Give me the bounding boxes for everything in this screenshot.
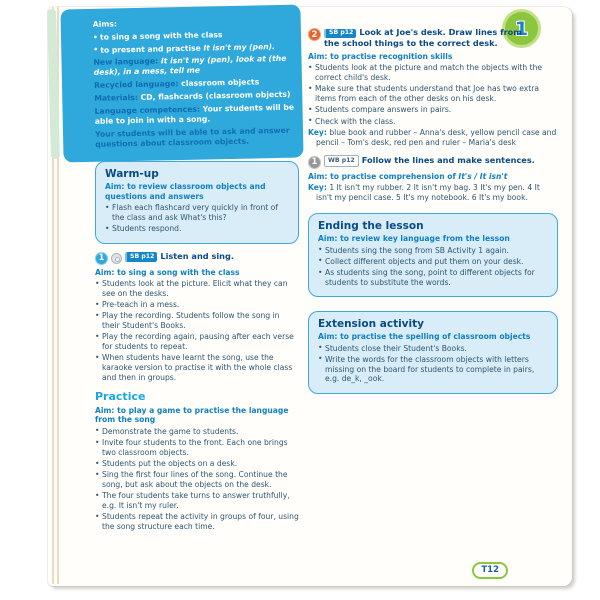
extension-aim: Aim: to practise the spelling of classroom objects (318, 331, 531, 341)
warm-up-title: Warm-up (105, 168, 159, 180)
bullet-item: • Make sure that students understand that Joe has two extra items from each of the other desks on his desk. (308, 84, 558, 103)
activity-1-wb-aim: Aim: to practise comprehension of It's / It isn't (308, 171, 508, 181)
bullet-item: • Sing the first four lines of the song. Continue the song, but ask about the objects on the desk. (95, 470, 299, 489)
activity-title: Follow the lines and make sentences. (361, 154, 535, 165)
workbook-page-tag: WB p12 (324, 155, 359, 167)
practice-heading: Practice (95, 389, 146, 403)
bullet-item: • Pre-teach in a mess. (95, 300, 299, 310)
activity-2-sb-aim: Aim: to practise recognition skills (308, 51, 453, 61)
competences-line: Language competences: Your students will be able to join in with a song. (94, 103, 295, 127)
aim-item: • to sing a song with the class (93, 29, 294, 43)
right-column (308, 27, 558, 400)
activity-title-line (324, 155, 558, 167)
page-number-pill: T12 (472, 562, 508, 579)
aims-label: Aims: (92, 19, 118, 29)
new-language-line: New language: It isn't my (pen), look at (the desk), in a mess, tell me (93, 54, 287, 78)
bullet-item: • Invite four students to the front. Each one brings two classroom objects. (95, 438, 299, 457)
answer-key: Key: blue book and rubber – Anna's desk, yellow pencil case and pencil – Tom's desk, red pen and ruler – Maria's desk (308, 128, 557, 147)
activity-number-badge: 1 (95, 252, 108, 265)
bullet-item: • Check with the class. (308, 117, 558, 127)
student-book-page-tag: SB p12 (125, 252, 157, 262)
bullet-item: • Demonstrate the game to students. (95, 427, 299, 437)
activity-1-sb-aim: Aim: to sing a song with the class (95, 267, 240, 277)
bullet-item: • Students respond. (105, 224, 289, 234)
activity-2-sb-header (308, 27, 558, 49)
ending-aim: Aim: to review key language from the lesson (318, 233, 510, 243)
unit-number-badge: 1 (502, 9, 541, 48)
activity-title: Look at Joe's desk. Draw lines from the school things to the correct desk. (324, 27, 522, 49)
bullet-item: • Students sing the song from SB Activity 1 again. (318, 246, 548, 256)
page-card (48, 7, 572, 586)
activity-number-badge: 2 (308, 28, 321, 41)
bullet-item: • Students look at the picture. Elicit what they can see on the desks. (95, 279, 299, 298)
answer-key: Key: 1 It isn't my rubber. 2 It isn't my bag. 3 It's my pen. 4 It isn't my pencil case. 5 It's my notebook. 6 It's my book. (308, 183, 540, 203)
bullet-item: • The four students take turns to answer truthfully, e.g. It isn't my ruler. (95, 491, 299, 510)
extension-title: Extension activity (318, 317, 424, 330)
bullet-item: • Write the words for the classroom objects with letters missing on the board for students to complete in pairs, e.g. de_k, _ook. (318, 355, 548, 384)
bullet-item: • Play the recording again, pausing after each verse for students to repeat. (95, 332, 299, 351)
bullet-item: • Play the recording. Students follow the song in their Student's Books. (95, 311, 299, 330)
activity-title-line (324, 27, 524, 49)
aim-item: • to present and practise It isn't my (pen). (93, 41, 294, 55)
left-column (95, 161, 299, 533)
recycled-language-line: Recycled language: classroom objects (93, 77, 260, 91)
warm-up-aim: Aim: to review classroom objects and questions and answers (105, 182, 266, 201)
extension-activity-box (308, 311, 558, 394)
cd-audio-icon (111, 253, 122, 264)
activity-1-sb-header (95, 251, 299, 265)
materials-line: Materials: CD, flashcards (classroom objects) (94, 90, 291, 104)
bullet-item: • Students compare answers in pairs. (308, 105, 558, 115)
bullet-item: • Flash each flashcard very quickly in front of the class and ask What's this? (105, 203, 289, 222)
student-book-page-tag: SB p12 (324, 29, 356, 39)
bullet-item: • As students sing the song, point to different objects for students to substitute the words. (318, 268, 548, 287)
ending-the-lesson-box (308, 213, 558, 297)
bullet-item: • Students put the objects on a desk. (95, 459, 299, 469)
activity-title-line (125, 251, 299, 262)
activity-title: Listen and sing. (160, 250, 234, 261)
overview-note: Your students will be able to ask and answer questions about classroom objects. (94, 126, 290, 150)
activity-1-wb-header (308, 155, 558, 169)
bullet-item: • Students close their Student's Books. (318, 344, 548, 354)
bullet-item: • When students have learnt the song, use the karaoke version to practise it with the whole class and then in groups. (95, 353, 299, 382)
ending-title: Ending the lesson (318, 219, 424, 232)
bullet-item: • Students repeat the activity in groups of four, using the song structure each time. (95, 512, 299, 531)
bullet-item: • Students look at the picture and match the objects with the correct child's desk. (308, 63, 558, 82)
lesson-overview-box (60, 5, 303, 163)
warm-up-box (95, 161, 299, 244)
practice-aim: Aim: to play a game to practise the language from the song (95, 405, 289, 425)
activity-number-badge: 1 (308, 156, 321, 169)
bullet-item: • Collect different objects and put them on your desk. (318, 257, 548, 267)
